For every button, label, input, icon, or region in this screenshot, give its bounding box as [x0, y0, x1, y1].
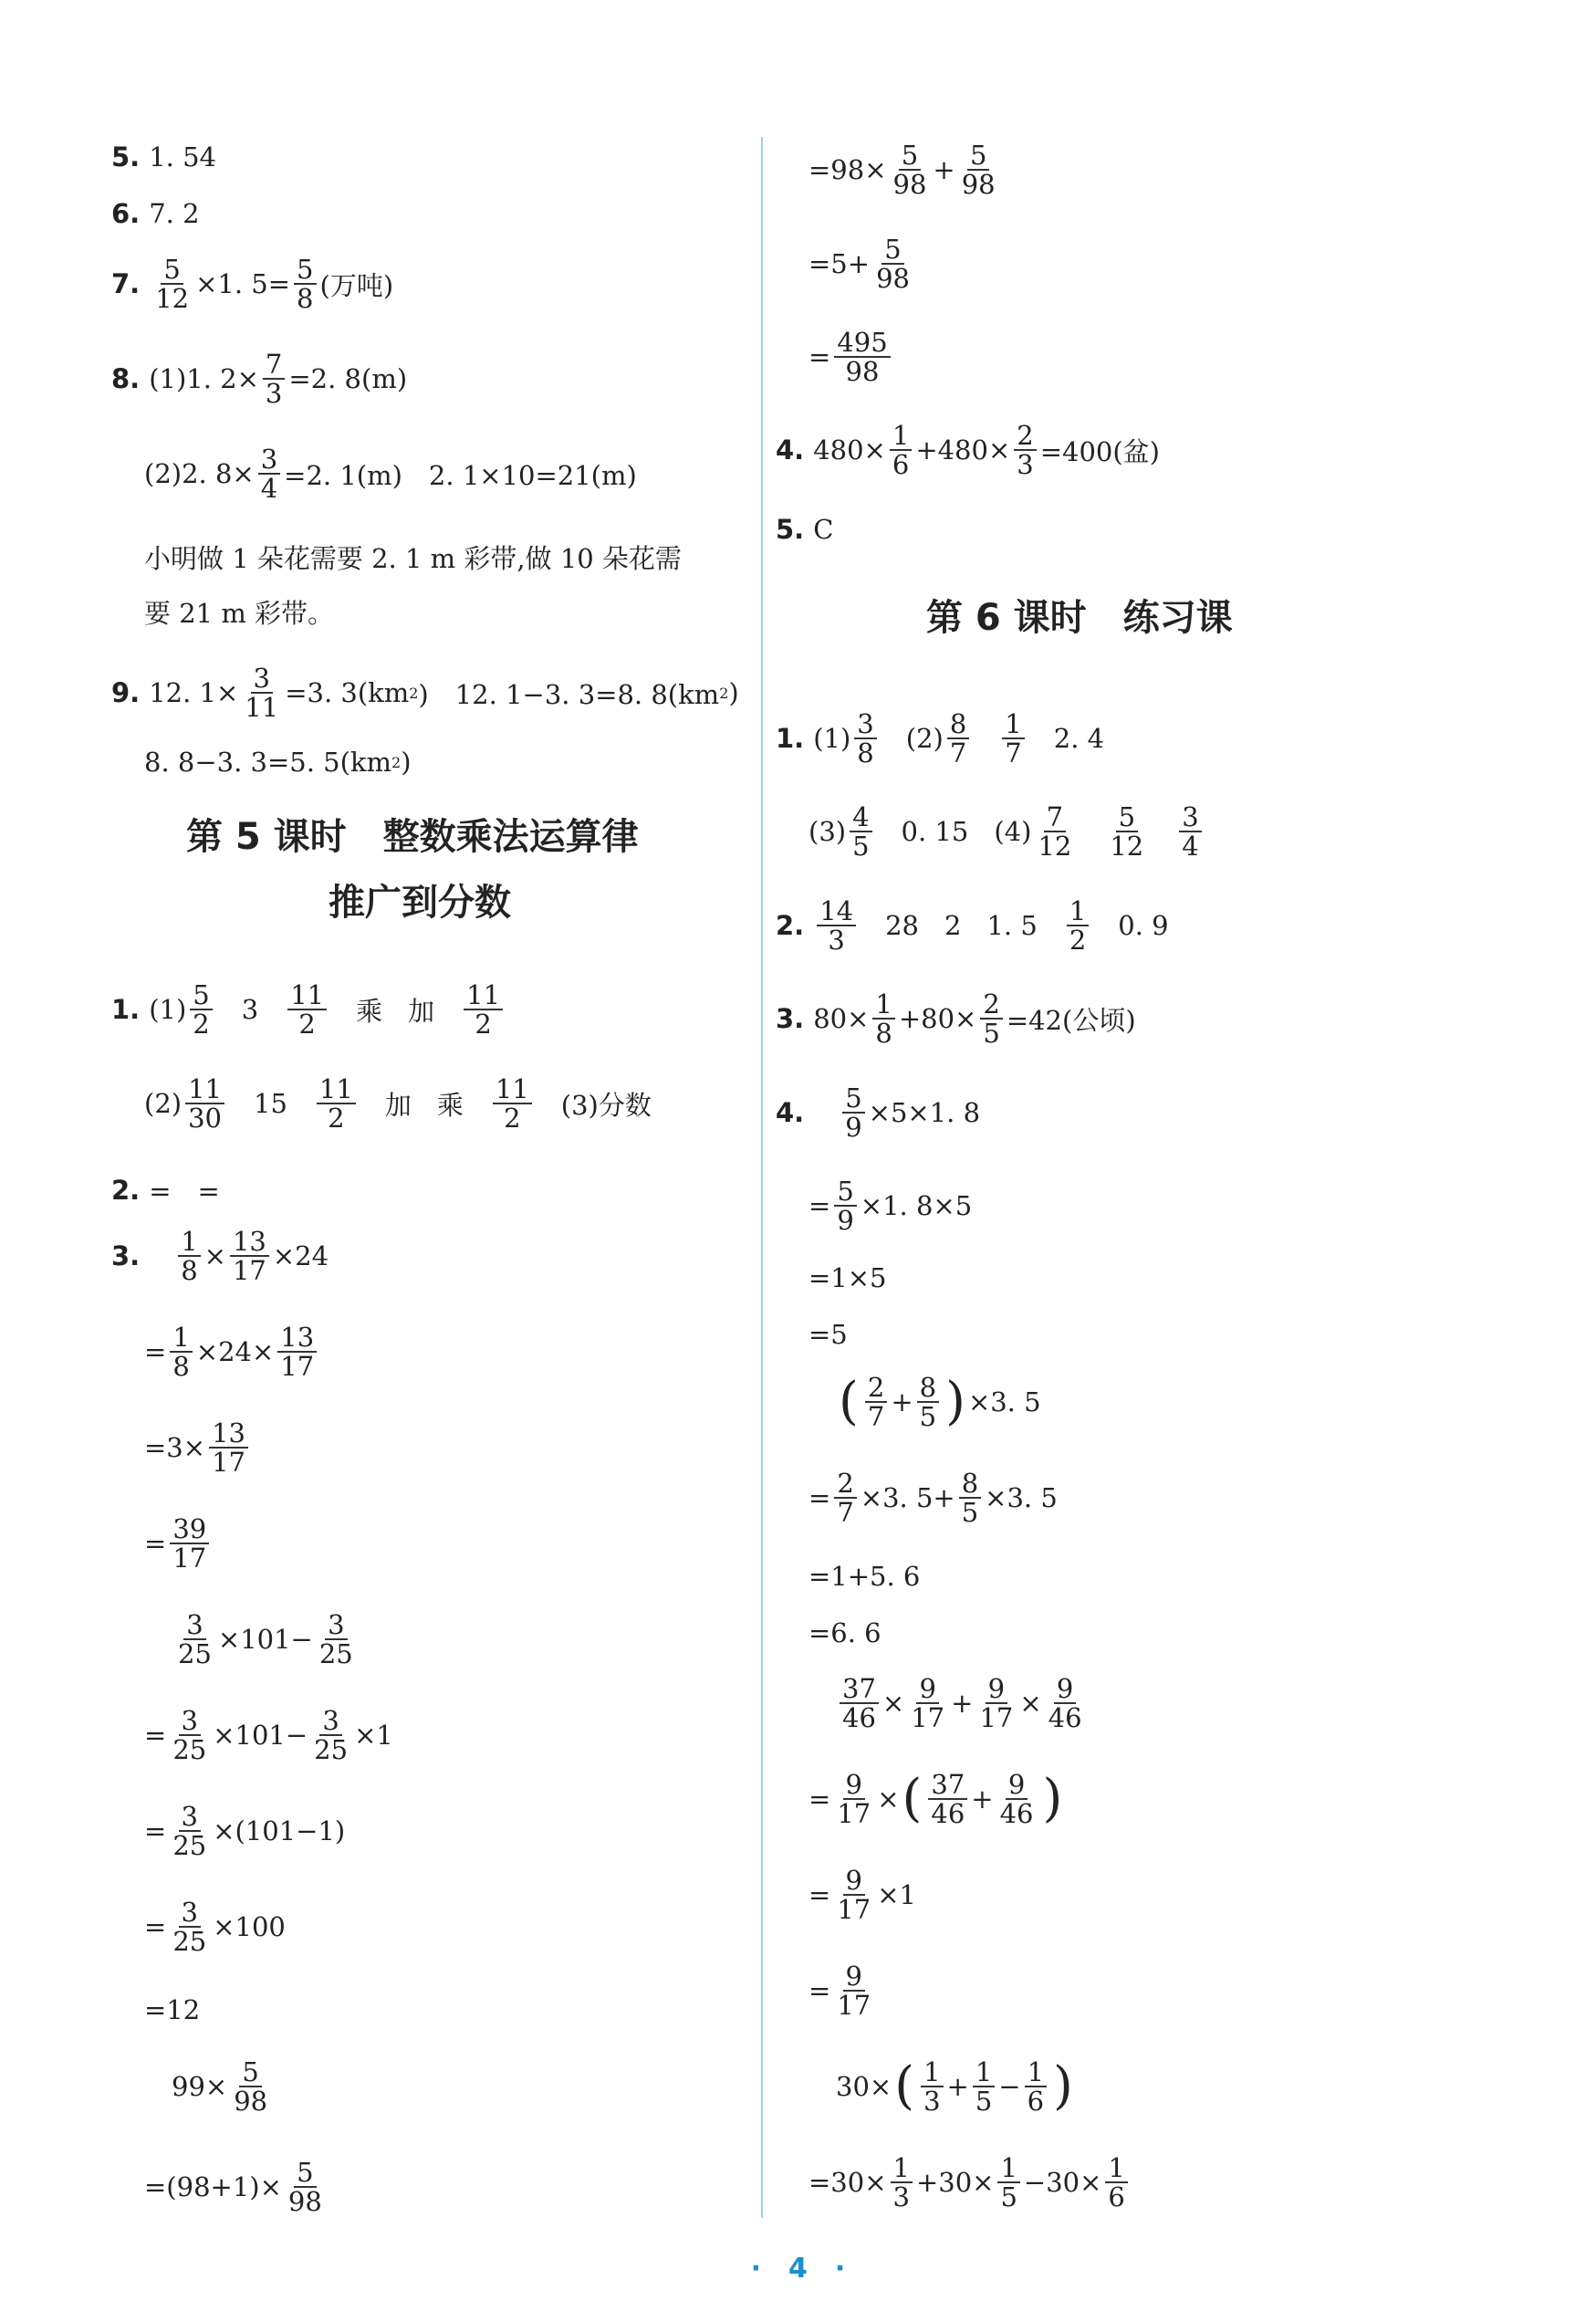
calc-step: =5 — [808, 1319, 848, 1350]
fraction: $\frac{39}{17}$ — [170, 1515, 209, 1573]
lesson5-q1-line-1: 1. (1) $\frac{5}{2}$ 3 $\frac{11}{2}$ 乘 加 $\frac{11}{2}$ — [111, 981, 506, 1039]
fraction: $\frac{2}{5}$ — [980, 990, 1002, 1048]
fraction: $\frac{1}{6}$ — [1025, 2058, 1047, 2116]
lesson-6-heading: 第 6 课时 练习课 — [926, 597, 1233, 639]
fraction: $\frac{5}{98}$ — [234, 2056, 268, 2118]
calc-step: = $\frac{3}{25}$ ×(101−1) — [144, 1801, 346, 1862]
answer-8-part-1: 8. (1)1. 2× $\frac{7}{3}$ =2. 8(m) — [111, 349, 408, 410]
fraction: $\frac{8}{7}$ — [947, 710, 969, 768]
fraction: $\frac{13}{17}$ — [209, 1419, 248, 1477]
calc-step: =(98+1)× $\frac{5}{98}$ — [144, 2159, 329, 2216]
fraction: $\frac{4}{5}$ — [850, 803, 871, 861]
lesson6-q4: 4. $\frac{5}{9}$ ×5×1. 8 — [776, 1083, 981, 1144]
fraction: $\frac{2}{3}$ — [1014, 422, 1036, 479]
page-number: · 4 · — [750, 2253, 846, 2285]
fraction: $\frac{14}{3}$ — [817, 897, 856, 955]
calc-step: = $\frac{9}{17}$ × ( $\frac{37}{46}$ + $\frac{9}{46}$ ) — [808, 1769, 1063, 1830]
calc-step: = $\frac{1}{8}$ ×24× $\frac{13}{17}$ — [144, 1323, 320, 1381]
answer-8-text-1: 小明做 1 朵花需要 2. 1 m 彩带,做 10 朵花需 — [144, 543, 682, 574]
fraction: $\frac{7}{12}$ — [1038, 801, 1072, 863]
answer-7: 7. $\frac{5}{12}$ ×1. 5= $\frac{5}{8}$ (万吨) — [111, 254, 394, 315]
fraction: $\frac{1}{3}$ — [891, 2154, 913, 2212]
fraction: $\frac{9}{17}$ — [911, 1673, 945, 1734]
fraction: $\frac{1}{2}$ — [1067, 897, 1089, 955]
fraction: $\frac{9}{46}$ — [999, 1769, 1034, 1830]
calc-step: 99× $\frac{5}{98}$ — [172, 2058, 274, 2116]
fraction: $\frac{11}{2}$ — [287, 981, 327, 1039]
fraction: $\frac{5}{12}$ — [1110, 801, 1144, 863]
lesson6-q1-line-1: 1. (1) $\frac{3}{8}$ (2) $\frac{8}{7}$ $\frac{1}{7}$ 2. 4 — [776, 708, 1105, 769]
lesson5-q3-line-1: 3. $\frac{1}{8}$ × $\frac{13}{17}$ ×24 — [111, 1226, 329, 1287]
fraction: $\frac{495}{98}$ — [834, 329, 890, 386]
answer-5-right: 5. C — [776, 514, 834, 545]
fraction: $\frac{3}{25}$ — [172, 1801, 207, 1862]
fraction: $\frac{3}{25}$ — [172, 1705, 207, 1766]
calc-step: = $\frac{495}{98}$ — [808, 329, 894, 386]
fraction: $\frac{7}{3}$ — [263, 350, 285, 408]
fraction: $\frac{13}{17}$ — [230, 1228, 269, 1285]
fraction: $\frac{5}{2}$ — [190, 981, 212, 1039]
lesson6-q2: 2. $\frac{14}{3}$ 28 2 1. 5 $\frac{1}{2}$ 0. 9 — [776, 895, 1169, 957]
answer-6: 6. 7. 2 — [111, 198, 200, 229]
fraction: $\frac{11}{2}$ — [464, 981, 503, 1039]
fraction: $\frac{1}{8}$ — [178, 1228, 200, 1285]
calc-step: $\frac{37}{46}$ × $\frac{9}{17}$ + $\frac{9}{17}$ × $\frac{9}{46}$ — [836, 1675, 1089, 1732]
fraction: $\frac{11}{2}$ — [493, 1075, 532, 1133]
lesson6-q3: 3. 80× $\frac{1}{8}$ +80× $\frac{2}{5}$ =42(公顷) — [776, 988, 1136, 1050]
answer-9-line-1: 9. 12. 1× $\frac{3}{11}$ =3. 3(km 2 ) 12. 1−3. 3=8. 8(km 2 ) — [111, 663, 739, 724]
fraction: $\frac{1}{3}$ — [921, 2058, 943, 2116]
fraction: $\frac{37}{46}$ — [840, 1675, 879, 1732]
fraction: $\frac{1}{6}$ — [890, 422, 912, 479]
fraction: $\frac{1}{8}$ — [170, 1323, 192, 1381]
fraction: $\frac{11}{2}$ — [317, 1075, 356, 1133]
fraction: $\frac{1}{5}$ — [997, 2154, 1019, 2212]
calc-step: = $\frac{5}{9}$ ×1. 8×5 — [808, 1176, 973, 1237]
fraction: $\frac{2}{7}$ — [865, 1374, 887, 1431]
lesson6-q1-line-2: (3) $\frac{4}{5}$ 0. 15 (4) $\frac{7}{12}$ $\frac{5}{12}$ $\frac{3}{4}$ — [808, 803, 1205, 861]
calc-step: = $\frac{3}{25}$ ×100 — [144, 1897, 286, 1958]
fraction: $\frac{5}{98}$ — [961, 140, 996, 201]
fraction: $\frac{5}{9}$ — [834, 1177, 856, 1235]
fraction: $\frac{5}{12}$ — [155, 254, 190, 315]
fraction: $\frac{2}{7}$ — [834, 1470, 856, 1527]
calc-step: 30× ( $\frac{1}{3}$ + $\frac{1}{5}$ − $\frac{1}{6}$ ) — [836, 2056, 1073, 2118]
lesson5-q1-line-2: (2) $\frac{11}{30}$ 15 $\frac{11}{2}$ 加 乘 $\frac{11}{2}$ (3)分数 — [144, 1073, 652, 1135]
answer-5: 5. 1. 54 — [111, 141, 216, 173]
calc-step: =98× $\frac{5}{98}$ + $\frac{5}{98}$ — [808, 141, 1002, 199]
calc-step: = $\frac{2}{7}$ ×3. 5+ $\frac{8}{5}$ ×3. 5 — [808, 1468, 1058, 1529]
fraction: $\frac{1}{8}$ — [872, 990, 894, 1048]
fraction: $\frac{9}{17}$ — [837, 1769, 871, 1830]
calc-step: = $\frac{9}{17}$ ×1 — [808, 1865, 916, 1926]
fraction: $\frac{8}{5}$ — [917, 1374, 939, 1431]
fraction: $\frac{5}{98}$ — [287, 2157, 322, 2218]
answer-8-text-2: 要 21 m 彩带。 — [144, 598, 335, 629]
fraction: $\frac{3}{4}$ — [258, 445, 280, 503]
answer-9-line-2: 8. 8−3. 3=5. 5(km 2 ) — [144, 747, 412, 778]
fraction: $\frac{5}{8}$ — [294, 256, 316, 313]
fraction: $\frac{3}{25}$ — [172, 1897, 207, 1958]
calc-step: = $\frac{39}{17}$ — [144, 1515, 213, 1573]
fraction: $\frac{9}{46}$ — [1048, 1673, 1082, 1734]
calc-step: =3× $\frac{13}{17}$ — [144, 1419, 252, 1477]
answer-4: 4. 480× $\frac{1}{6}$ +480× $\frac{2}{3}$ =400(盆) — [776, 420, 1160, 481]
answer-8-part-2: (2)2. 8× $\frac{3}{4}$ =2. 1(m) 2. 1×10=21(m) — [144, 444, 637, 505]
lesson-5-subheading: 推广到分数 — [329, 882, 511, 924]
calc-step: =5+ $\frac{5}{98}$ — [808, 235, 916, 293]
calc-step: =12 — [144, 1994, 201, 2025]
fraction: $\frac{1}{5}$ — [973, 2058, 995, 2116]
fraction: $\frac{9}{17}$ — [979, 1673, 1014, 1734]
calc-step: =1×5 — [808, 1262, 887, 1293]
fraction: $\frac{37}{46}$ — [928, 1771, 967, 1828]
fraction: $\frac{3}{11}$ — [245, 663, 279, 724]
fraction: $\frac{11}{30}$ — [185, 1075, 224, 1133]
calc-step: $\frac{3}{25}$ ×101− $\frac{3}{25}$ — [172, 1611, 360, 1668]
fraction: $\frac{3}{25}$ — [314, 1705, 349, 1766]
calc-step: ( $\frac{2}{7}$ + $\frac{8}{5}$ ) ×3. 5 — [839, 1372, 1041, 1433]
fraction: $\frac{5}{9}$ — [842, 1084, 864, 1142]
fraction: $\frac{8}{5}$ — [959, 1470, 981, 1527]
lesson5-q2: 2. = = — [111, 1174, 220, 1207]
lesson-5-heading: 第 5 课时 整数乘法运算律 — [186, 816, 639, 858]
fraction: $\frac{3}{25}$ — [178, 1609, 212, 1670]
calc-step: =1+5. 6 — [808, 1561, 921, 1592]
calc-step: = $\frac{9}{17}$ — [808, 1962, 877, 2020]
fraction: $\frac{9}{17}$ — [837, 1865, 871, 1926]
column-divider — [761, 137, 763, 2218]
fraction: $\frac{5}{98}$ — [892, 140, 927, 201]
fraction: $\frac{5}{98}$ — [876, 234, 910, 295]
fraction: $\frac{3}{25}$ — [318, 1609, 353, 1670]
calc-step: = $\frac{3}{25}$ ×101− $\frac{3}{25}$ ×1 — [144, 1705, 393, 1766]
fraction: $\frac{13}{17}$ — [277, 1323, 317, 1381]
fraction: $\frac{1}{7}$ — [1002, 710, 1024, 768]
fraction: $\frac{3}{4}$ — [1179, 803, 1201, 861]
fraction: $\frac{1}{6}$ — [1105, 2154, 1127, 2212]
fraction: $\frac{9}{17}$ — [837, 1961, 871, 2022]
calc-step: =6. 6 — [808, 1617, 881, 1648]
calc-step: =30× $\frac{1}{3}$ +30× $\frac{1}{5}$ −30× $\frac{1}{6}$ — [808, 2154, 1132, 2212]
fraction: $\frac{3}{8}$ — [854, 710, 876, 768]
